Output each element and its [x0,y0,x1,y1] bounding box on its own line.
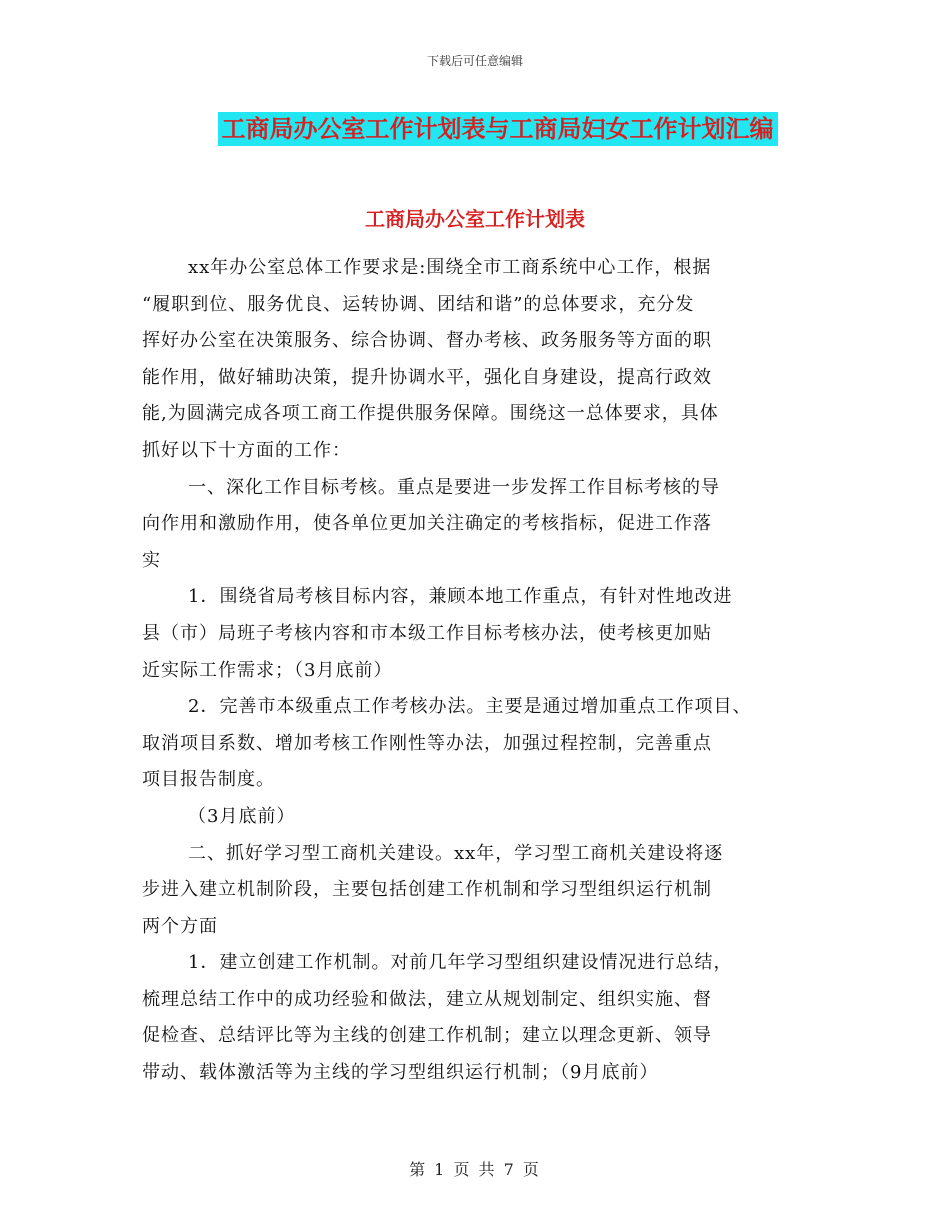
body-line: （3月底前） [188,805,296,827]
body-line: 1．围绕省局考核目标内容，兼顾本地工作重点，有针对性地改进 [188,586,733,608]
body-line: 步进入建立机制阶段，主要包括创建工作机制和学习型组织运行机制 [142,879,712,901]
main-title-container [0,112,950,146]
body-line: 抓好以下十方面的工作： [142,439,351,461]
body-line: 2．完善市本级重点工作考核办法。主要是通过增加重点工作项目、 [188,696,752,718]
body-line: 促检查、总结评比等为主线的创建工作机制；建立以理念更新、领导 [142,1025,712,1047]
main-title: 工商局办公室工作计划表与工商局妇女工作计划汇编 [218,112,778,146]
body-line: 两个方面 [142,915,218,937]
body-line: 二、抓好学习型工商机关建设。xx年，学习型工商机关建设将逐 [188,842,724,864]
body-line: 实 [142,549,161,571]
body-line: 县（市）局班子考核内容和市本级工作目标考核办法，使考核更加贴 [142,622,712,644]
body-line: xx年办公室总体工作要求是:围绕全市工商系统中心工作，根据 [188,257,712,278]
document-body [142,250,822,1092]
body-line: 1．建立创建工作机制。对前几年学习型组织建设情况进行总结， [188,952,733,974]
body-line: 近实际工作需求；（3月底前） [142,659,393,681]
body-line: 带动、载体激活等为主线的学习型组织运行机制；（9月底前） [142,1062,659,1084]
body-line: 挥好办公室在决策服务、综合协调、督办考核、政务服务等方面的职 [142,330,712,352]
body-line: 能,为圆满完成各项工商工作提供服务保障。围绕这一总体要求，具体 [142,403,719,425]
page-number-footer: 第 1 页 共 7 页 [409,1160,541,1179]
body-line: 项目报告制度。 [142,769,275,791]
body-line: 向作用和激励作用，使各单位更加关注确定的考核指标，促进工作落 [142,513,712,535]
body-line: 取消项目系数、增加考核工作刚性等办法，加强过程控制，完善重点 [142,732,712,754]
section-title: 工商局办公室工作计划表 [365,207,585,231]
body-line: 一、深化工作目标考核。重点是要进一步发挥工作目标考核的导 [188,476,720,498]
header-note: 下载后可任意编辑 [426,54,523,68]
body-line: 梳理总结工作中的成功经验和做法，建立从规划制定、组织实施、督 [142,988,712,1010]
body-line: 能作用，做好辅助决策，提升协调水平，强化自身建设，提高行政效 [142,366,712,388]
body-line: “履职到位、服务优良、运转协调、团结和谐”的总体要求，充分发 [142,293,695,315]
